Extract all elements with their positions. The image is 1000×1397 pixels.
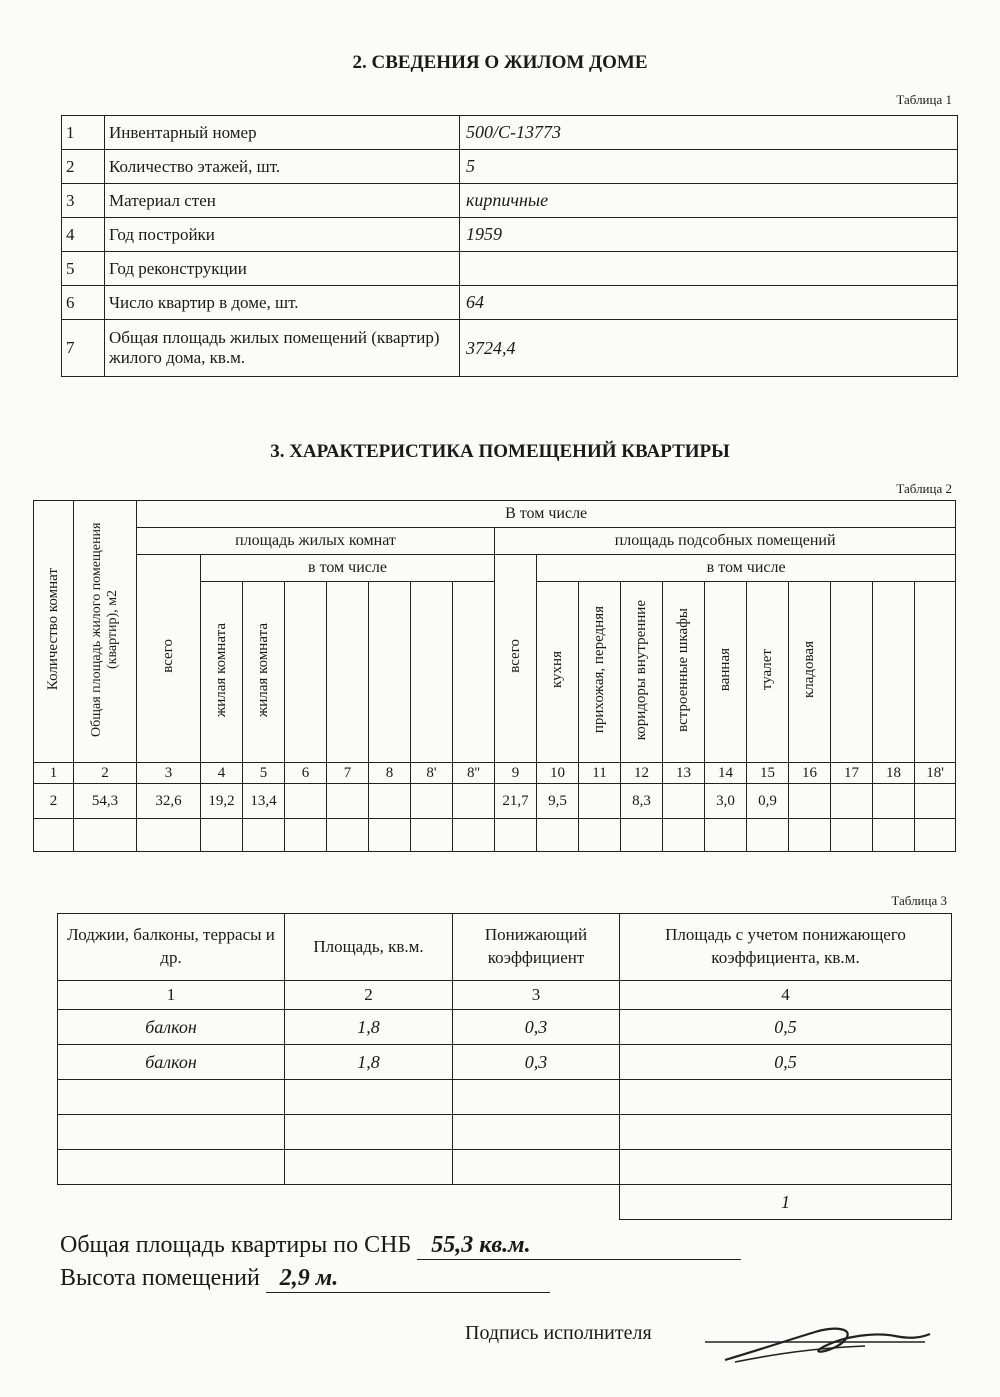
header-aux-col: туалет: [747, 582, 789, 763]
signature-image: [705, 1318, 935, 1368]
row-number: 4: [62, 218, 105, 252]
height-line: [60, 1265, 550, 1293]
table-cell: [285, 784, 327, 819]
table-cell: 32,6: [137, 784, 201, 819]
table-cell: [915, 784, 956, 819]
header-aux-col: [915, 582, 956, 763]
row-label: Количество этажей, шт.: [105, 150, 460, 184]
column-number: 16: [789, 763, 831, 784]
column-number: 1: [34, 763, 74, 784]
row-number: 3: [62, 184, 105, 218]
total-area-value: 55,3 кв.м.: [417, 1232, 741, 1260]
row-number: 1: [62, 116, 105, 150]
table-cell: 0,3: [453, 1045, 620, 1080]
row-number: 7: [62, 320, 105, 377]
table-cell: 0,9: [747, 784, 789, 819]
column-number: 18': [915, 763, 956, 784]
table-cell: 21,7: [495, 784, 537, 819]
table3-label: Таблица 3: [891, 893, 947, 908]
table-row: [62, 286, 958, 320]
total-area-label: Общая площадь квартиры по СНБ: [60, 1232, 412, 1258]
column-number: 13: [663, 763, 705, 784]
row-number: 5: [62, 252, 105, 286]
table-row: [58, 1080, 952, 1115]
column-number: 15: [747, 763, 789, 784]
column-number: 6: [285, 763, 327, 784]
table-cell: 1,8: [285, 1010, 453, 1045]
building-info-table: [61, 115, 958, 377]
header-aux-col: [831, 582, 873, 763]
table-cell: [873, 784, 915, 819]
row-label: Год реконструкции: [105, 252, 460, 286]
table-row: [62, 320, 958, 377]
row-number: 6: [62, 286, 105, 320]
table-row: [62, 116, 958, 150]
table-cell: [789, 784, 831, 819]
table-cell: 19,2: [201, 784, 243, 819]
table-cell: 8,3: [621, 784, 663, 819]
header-aux-col: кладовая: [789, 582, 831, 763]
apartment-rooms-table: [33, 500, 956, 852]
table-cell: [453, 784, 495, 819]
row-label: Материал стен: [105, 184, 460, 218]
table-cell: 0,3: [453, 1010, 620, 1045]
row-number: 2: [62, 150, 105, 184]
table-cell: [411, 784, 453, 819]
header-auxiliary-area: площадь подсобных помещений: [495, 528, 956, 555]
table-cell: [579, 784, 621, 819]
header-adjusted-area: Площадь с учетом понижающего коэффициента, кв.м.: [620, 914, 952, 981]
row-value: 5: [460, 150, 958, 184]
table-cell: [663, 784, 705, 819]
row-value: кирпичные: [460, 184, 958, 218]
table-cell: 0,5: [620, 1045, 952, 1080]
column-number: 18: [873, 763, 915, 784]
column-numbers-row: [58, 981, 952, 1010]
table2-label: Таблица 2: [896, 481, 952, 496]
table-row: [62, 252, 958, 286]
column-number: 1: [58, 981, 285, 1010]
total-cell: 1: [620, 1185, 952, 1220]
balconies-table: [57, 913, 952, 1220]
table-cell: 2: [34, 784, 74, 819]
height-value: 2,9 м.: [266, 1265, 550, 1293]
row-value: 3724,4: [460, 320, 958, 377]
table-row: [62, 184, 958, 218]
table-cell: 13,4: [243, 784, 285, 819]
column-number: 3: [453, 981, 620, 1010]
header-living-col: [411, 582, 453, 763]
column-number: 3: [137, 763, 201, 784]
column-numbers-row: [34, 763, 956, 784]
column-number: 11: [579, 763, 621, 784]
column-number: 17: [831, 763, 873, 784]
header-aux-col: встроенные шкафы: [663, 582, 705, 763]
table-cell: 0,5: [620, 1010, 952, 1045]
table-row: [58, 1150, 952, 1185]
header-aux-col: [873, 582, 915, 763]
total-area-line: [60, 1232, 741, 1260]
table-cell: [831, 784, 873, 819]
table-cell: 3,0: [705, 784, 747, 819]
column-number: 2: [285, 981, 453, 1010]
header-balconies: Лоджии, балконы, террасы и др.: [58, 914, 285, 981]
table-cell: балкон: [58, 1045, 285, 1080]
signature-label: Подпись исполнителя: [465, 1322, 652, 1344]
column-number: 4: [620, 981, 952, 1010]
table-row: [58, 1010, 952, 1045]
row-value: [460, 252, 958, 286]
header-living-including: в том числе: [201, 555, 495, 582]
header-living-col: [285, 582, 327, 763]
header-living-col: жилая комната: [201, 582, 243, 763]
header-living-col: жилая комната: [243, 582, 285, 763]
column-number: 7: [327, 763, 369, 784]
column-number: 8: [369, 763, 411, 784]
row-value: 500/С-13773: [460, 116, 958, 150]
table-cell: 9,5: [537, 784, 579, 819]
table-cell: [327, 784, 369, 819]
header-including: В том числе: [137, 501, 956, 528]
header-living-col: [327, 582, 369, 763]
header-coefficient: Понижающий коэффициент: [453, 914, 620, 981]
header-aux-col: коридоры внутренние: [621, 582, 663, 763]
header-living-col: [369, 582, 411, 763]
table-row: [34, 819, 956, 852]
column-number: 8'': [453, 763, 495, 784]
row-value: 64: [460, 286, 958, 320]
section2-title: 2. СВЕДЕНИЯ О ЖИЛОМ ДОМЕ: [352, 52, 648, 73]
row-value: 1959: [460, 218, 958, 252]
header-aux-including: в том числе: [537, 555, 956, 582]
header-aux-col: кухня: [537, 582, 579, 763]
table-cell: балкон: [58, 1010, 285, 1045]
table-row: [58, 1045, 952, 1080]
header-area: Площадь, кв.м.: [285, 914, 453, 981]
header-aux-col: прихожая, передняя: [579, 582, 621, 763]
header-rooms-count: Количество комнат: [34, 501, 74, 763]
table-cell: 1,8: [285, 1045, 453, 1080]
table-cell: 54,3: [74, 784, 137, 819]
table-cell: [369, 784, 411, 819]
header-aux-col: ванная: [705, 582, 747, 763]
table-row: [58, 1115, 952, 1150]
total-row: [58, 1185, 952, 1220]
column-number: 14: [705, 763, 747, 784]
table-row: [34, 784, 956, 819]
table1-label: Таблица 1: [896, 92, 952, 107]
row-label: Год постройки: [105, 218, 460, 252]
row-label: Инвентарный номер: [105, 116, 460, 150]
header-living-total: всего: [137, 555, 201, 763]
section3-title: 3. ХАРАКТЕРИСТИКА ПОМЕЩЕНИЙ КВАРТИРЫ: [270, 441, 730, 462]
column-number: 5: [243, 763, 285, 784]
column-number: 10: [537, 763, 579, 784]
column-number: 8': [411, 763, 453, 784]
header-living-col: [453, 582, 495, 763]
table-row: [62, 218, 958, 252]
column-number: 12: [621, 763, 663, 784]
header-total-area: Общая площадь жилого помещения (квартир), м2: [74, 501, 137, 763]
column-number: 4: [201, 763, 243, 784]
column-number: 9: [495, 763, 537, 784]
header-living-area: площадь жилых комнат: [137, 528, 495, 555]
header-aux-total: всего: [495, 555, 537, 763]
table-row: [62, 150, 958, 184]
column-number: 2: [74, 763, 137, 784]
row-label: Общая площадь жилых помещений (квартир) жилого дома, кв.м.: [105, 320, 460, 377]
row-label: Число квартир в доме, шт.: [105, 286, 460, 320]
height-label: Высота помещений: [60, 1265, 260, 1291]
